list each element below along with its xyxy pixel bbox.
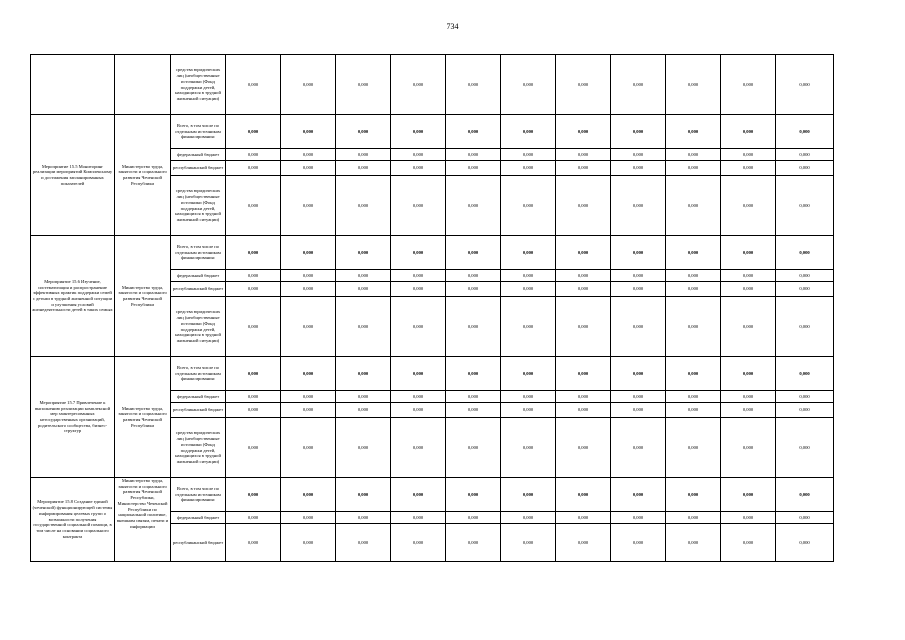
amount-cell: 0,000	[281, 357, 336, 391]
amount-cell: 0,000	[721, 176, 776, 236]
amount-cell: 0,000	[556, 270, 611, 282]
amount-cell: 0,000	[776, 236, 834, 270]
funding-source-cell: федеральный бюджет	[171, 149, 226, 161]
amount-cell: 0,000	[721, 282, 776, 297]
amount-cell: 0,000	[391, 418, 446, 478]
amount-cell: 0,000	[501, 55, 556, 115]
amount-cell: 0,000	[776, 270, 834, 282]
amount-cell: 0,000	[556, 115, 611, 149]
amount-cell: 0,000	[666, 478, 721, 512]
amount-cell: 0,000	[556, 478, 611, 512]
amount-cell: 0,000	[281, 236, 336, 270]
amount-cell: 0,000	[226, 418, 281, 478]
amount-cell: 0,000	[556, 418, 611, 478]
funding-source-cell: Всего, в том числе по отдельным источникам финансирования:	[171, 115, 226, 149]
amount-cell: 0,000	[446, 418, 501, 478]
amount-cell: 0,000	[721, 403, 776, 418]
funding-source-cell: средства юридических лиц (необщественные источники (Фонд поддержки детей, находящихся в трудной жизненной ситуации)	[171, 55, 226, 115]
amount-cell: 0,000	[666, 297, 721, 357]
amount-cell: 0,000	[556, 524, 611, 562]
amount-cell: 0,000	[391, 512, 446, 524]
amount-cell: 0,000	[611, 524, 666, 562]
amount-cell: 0,000	[226, 176, 281, 236]
amount-cell: 0,000	[446, 176, 501, 236]
amount-cell: 0,000	[226, 524, 281, 562]
amount-cell: 0,000	[446, 270, 501, 282]
amount-cell: 0,000	[391, 403, 446, 418]
amount-cell: 0,000	[501, 524, 556, 562]
budget-table-body	[31, 55, 834, 562]
executor-cell: Министерство труда, занятости и социального развития Чеченской Республики, Министерство Чеченской Республики по национальной политике, внешним связям, печати и информации	[115, 478, 171, 562]
amount-cell: 0,000	[391, 149, 446, 161]
amount-cell: 0,000	[226, 282, 281, 297]
amount-cell: 0,000	[446, 115, 501, 149]
amount-cell: 0,000	[391, 357, 446, 391]
amount-cell: 0,000	[446, 357, 501, 391]
amount-cell: 0,000	[776, 418, 834, 478]
amount-cell: 0,000	[336, 270, 391, 282]
amount-cell: 0,000	[666, 176, 721, 236]
total-row	[31, 478, 834, 512]
amount-cell: 0,000	[611, 357, 666, 391]
amount-cell: 0,000	[666, 391, 721, 403]
amount-cell: 0,000	[446, 282, 501, 297]
event-cell: Мероприятие 15.6 Изучение, систематизация и распространение эффективных практик поддержки семей с детьми в трудной жизненной ситуации и улучшения условий жизнедеятельности детей в таких семьях	[31, 236, 115, 357]
executor-cell	[115, 55, 171, 115]
amount-cell: 0,000	[226, 391, 281, 403]
funding-source-cell: средства юридических лиц (необщественные источники (Фонд поддержки детей, находящихся в трудной жизненной ситуации)	[171, 297, 226, 357]
amount-cell: 0,000	[281, 270, 336, 282]
amount-cell: 0,000	[611, 149, 666, 161]
funding-source-cell: федеральный бюджет	[171, 512, 226, 524]
amount-cell: 0,000	[446, 297, 501, 357]
amount-cell: 0,000	[556, 236, 611, 270]
amount-cell: 0,000	[281, 55, 336, 115]
amount-cell: 0,000	[501, 391, 556, 403]
amount-cell: 0,000	[501, 282, 556, 297]
amount-cell: 0,000	[226, 55, 281, 115]
amount-cell: 0,000	[446, 149, 501, 161]
amount-cell: 0,000	[776, 478, 834, 512]
budget-table	[30, 54, 834, 562]
amount-cell: 0,000	[501, 403, 556, 418]
amount-cell: 0,000	[446, 161, 501, 176]
amount-cell: 0,000	[776, 115, 834, 149]
amount-cell: 0,000	[721, 270, 776, 282]
amount-cell: 0,000	[501, 297, 556, 357]
amount-cell: 0,000	[391, 391, 446, 403]
amount-cell: 0,000	[556, 512, 611, 524]
event-cell: Мероприятие 15.5 Мониторинг реализации мероприятий Комплексному и достижения запланированных показателей	[31, 115, 115, 236]
amount-cell: 0,000	[556, 176, 611, 236]
amount-cell: 0,000	[336, 418, 391, 478]
amount-cell: 0,000	[611, 478, 666, 512]
amount-cell: 0,000	[226, 478, 281, 512]
amount-cell: 0,000	[281, 512, 336, 524]
amount-cell: 0,000	[721, 115, 776, 149]
amount-cell: 0,000	[611, 512, 666, 524]
funding-source-cell: Всего, в том числе по отдельным источникам финансирования:	[171, 478, 226, 512]
page-number: 734	[446, 22, 459, 31]
executor-cell: Министерство труда, занятости и социального развития Чеченской Республики	[115, 357, 171, 478]
amount-cell: 0,000	[556, 161, 611, 176]
amount-cell: 0,000	[391, 161, 446, 176]
amount-cell: 0,000	[776, 403, 834, 418]
funding-source-cell: республиканский бюджет	[171, 282, 226, 297]
funding-source-cell: республиканский бюджет	[171, 161, 226, 176]
amount-cell: 0,000	[226, 270, 281, 282]
amount-cell: 0,000	[501, 115, 556, 149]
amount-cell: 0,000	[281, 161, 336, 176]
amount-cell: 0,000	[776, 391, 834, 403]
amount-cell: 0,000	[611, 176, 666, 236]
amount-cell: 0,000	[281, 418, 336, 478]
amount-cell: 0,000	[556, 391, 611, 403]
amount-cell: 0,000	[446, 512, 501, 524]
amount-cell: 0,000	[721, 391, 776, 403]
amount-cell: 0,000	[281, 176, 336, 236]
amount-cell: 0,000	[281, 391, 336, 403]
amount-cell: 0,000	[336, 149, 391, 161]
amount-cell: 0,000	[721, 524, 776, 562]
amount-cell: 0,000	[336, 55, 391, 115]
total-row	[31, 357, 834, 391]
amount-cell: 0,000	[391, 282, 446, 297]
amount-cell: 0,000	[611, 55, 666, 115]
amount-cell: 0,000	[611, 270, 666, 282]
funding-source-cell: средства юридических лиц (необщественные источники (Фонд поддержки детей, находящихся в трудной жизненной ситуации)	[171, 418, 226, 478]
event-cell: Мероприятие 15.7 Привлечение к выполнению реализации комплексной мер заинтересованных негосударственных организаций, родительского сообщества, бизнес-структур	[31, 357, 115, 478]
amount-cell: 0,000	[611, 161, 666, 176]
amount-cell: 0,000	[776, 297, 834, 357]
amount-cell: 0,000	[501, 418, 556, 478]
amount-cell: 0,000	[501, 236, 556, 270]
amount-cell: 0,000	[721, 297, 776, 357]
amount-cell: 0,000	[226, 161, 281, 176]
amount-cell: 0,000	[501, 161, 556, 176]
amount-cell: 0,000	[446, 236, 501, 270]
amount-cell: 0,000	[281, 115, 336, 149]
amount-cell: 0,000	[391, 115, 446, 149]
amount-cell: 0,000	[391, 297, 446, 357]
amount-cell: 0,000	[611, 391, 666, 403]
amount-cell: 0,000	[336, 524, 391, 562]
amount-cell: 0,000	[666, 512, 721, 524]
amount-cell: 0,000	[776, 282, 834, 297]
amount-cell: 0,000	[391, 524, 446, 562]
total-row	[31, 236, 834, 270]
executor-cell: Министерство труда, занятости и социального развития Чеченской Республики	[115, 236, 171, 357]
amount-cell: 0,000	[281, 297, 336, 357]
amount-cell: 0,000	[666, 115, 721, 149]
amount-cell: 0,000	[336, 391, 391, 403]
amount-cell: 0,000	[446, 524, 501, 562]
amount-cell: 0,000	[776, 357, 834, 391]
funding-source-cell: федеральный бюджет	[171, 391, 226, 403]
funding-source-cell: Всего, в том числе по отдельным источникам финансирования:	[171, 357, 226, 391]
amount-cell: 0,000	[336, 282, 391, 297]
amount-cell: 0,000	[776, 55, 834, 115]
amount-cell: 0,000	[611, 403, 666, 418]
amount-cell: 0,000	[666, 418, 721, 478]
amount-cell: 0,000	[446, 55, 501, 115]
amount-cell: 0,000	[556, 55, 611, 115]
amount-cell: 0,000	[281, 403, 336, 418]
amount-cell: 0,000	[226, 297, 281, 357]
amount-cell: 0,000	[336, 176, 391, 236]
amount-cell: 0,000	[391, 176, 446, 236]
funding-source-cell: средства юридических лиц (необщественные источники (Фонд поддержки детей, находящихся в трудной жизненной ситуации)	[171, 176, 226, 236]
amount-cell: 0,000	[501, 270, 556, 282]
amount-cell: 0,000	[721, 236, 776, 270]
amount-cell: 0,000	[556, 297, 611, 357]
amount-cell: 0,000	[721, 55, 776, 115]
amount-cell: 0,000	[336, 115, 391, 149]
amount-cell: 0,000	[721, 161, 776, 176]
amount-cell: 0,000	[501, 149, 556, 161]
amount-cell: 0,000	[501, 478, 556, 512]
amount-cell: 0,000	[611, 418, 666, 478]
amount-cell: 0,000	[611, 297, 666, 357]
amount-cell: 0,000	[226, 115, 281, 149]
amount-cell: 0,000	[226, 236, 281, 270]
amount-cell: 0,000	[666, 282, 721, 297]
amount-cell: 0,000	[336, 478, 391, 512]
amount-cell: 0,000	[336, 512, 391, 524]
amount-cell: 0,000	[611, 115, 666, 149]
amount-cell: 0,000	[666, 524, 721, 562]
amount-cell: 0,000	[776, 149, 834, 161]
amount-cell: 0,000	[666, 270, 721, 282]
amount-cell: 0,000	[666, 236, 721, 270]
amount-cell: 0,000	[501, 512, 556, 524]
amount-cell: 0,000	[556, 403, 611, 418]
funding-source-cell: Всего, в том числе по отдельным источникам финансирования:	[171, 236, 226, 270]
amount-cell: 0,000	[721, 149, 776, 161]
funding-source-cell: республиканский бюджет	[171, 403, 226, 418]
funding-source-cell: федеральный бюджет	[171, 270, 226, 282]
amount-cell: 0,000	[336, 297, 391, 357]
amount-cell: 0,000	[666, 55, 721, 115]
amount-cell: 0,000	[391, 236, 446, 270]
amount-cell: 0,000	[391, 55, 446, 115]
amount-cell: 0,000	[281, 478, 336, 512]
amount-cell: 0,000	[721, 418, 776, 478]
executor-cell: Министерство труда, занятости и социального развития Чеченской Республики	[115, 115, 171, 236]
amount-cell: 0,000	[501, 357, 556, 391]
amount-cell: 0,000	[446, 478, 501, 512]
amount-cell: 0,000	[446, 403, 501, 418]
amount-cell: 0,000	[446, 391, 501, 403]
amount-cell: 0,000	[501, 176, 556, 236]
amount-cell: 0,000	[226, 357, 281, 391]
amount-cell: 0,000	[281, 524, 336, 562]
amount-cell: 0,000	[556, 357, 611, 391]
amount-cell: 0,000	[556, 282, 611, 297]
amount-cell: 0,000	[666, 357, 721, 391]
amount-cell: 0,000	[721, 478, 776, 512]
amount-cell: 0,000	[776, 524, 834, 562]
amount-cell: 0,000	[336, 357, 391, 391]
funding-source-cell: республиканский бюджет	[171, 524, 226, 562]
amount-cell: 0,000	[776, 161, 834, 176]
source-row	[31, 55, 834, 115]
event-cell	[31, 55, 115, 115]
amount-cell: 0,000	[281, 149, 336, 161]
amount-cell: 0,000	[611, 236, 666, 270]
amount-cell: 0,000	[721, 357, 776, 391]
event-cell: Мероприятие 15.8 Создание единой (чеченской) функционирующей системы информирования целевых групп о возможности получения государственной социальной помощи, в том числе на основании социального контракта	[31, 478, 115, 562]
amount-cell: 0,000	[776, 512, 834, 524]
amount-cell: 0,000	[666, 161, 721, 176]
amount-cell: 0,000	[666, 149, 721, 161]
amount-cell: 0,000	[776, 176, 834, 236]
total-row	[31, 115, 834, 149]
amount-cell: 0,000	[556, 149, 611, 161]
amount-cell: 0,000	[391, 478, 446, 512]
amount-cell: 0,000	[226, 512, 281, 524]
amount-cell: 0,000	[336, 161, 391, 176]
amount-cell: 0,000	[226, 403, 281, 418]
amount-cell: 0,000	[611, 282, 666, 297]
amount-cell: 0,000	[336, 236, 391, 270]
amount-cell: 0,000	[281, 282, 336, 297]
amount-cell: 0,000	[721, 512, 776, 524]
amount-cell: 0,000	[666, 403, 721, 418]
amount-cell: 0,000	[226, 149, 281, 161]
amount-cell: 0,000	[391, 270, 446, 282]
amount-cell: 0,000	[336, 403, 391, 418]
